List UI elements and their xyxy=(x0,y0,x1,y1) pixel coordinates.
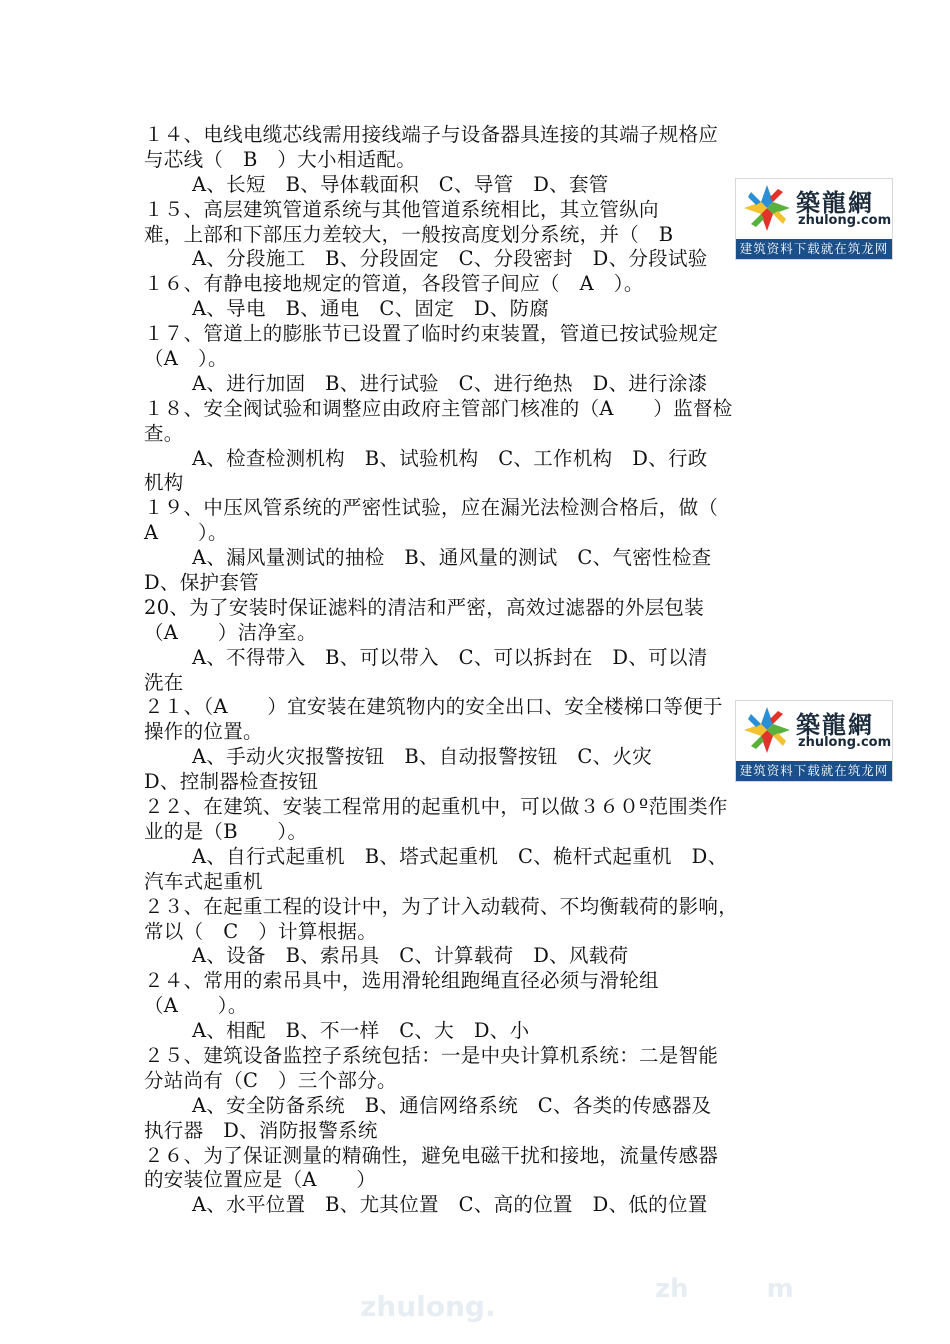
question-text-line: 操作的位置。 xyxy=(144,720,263,744)
answer-options-line: A、手动火灾报警按钮 B、自动报警按钮 C、火灾 xyxy=(192,745,653,769)
zhulong-watermark-stamp xyxy=(735,178,893,260)
question-text-line: 常以（ C ）计算根据。 xyxy=(144,919,378,943)
question-text-line: 执行器 D、消防报警系统 xyxy=(144,1118,378,1142)
answer-options-line: A、导电 B、通电 C、固定 D、防腐 xyxy=(192,297,550,321)
question-text-line: １９、中压风管系统的严密性试验，应在漏光法检测合格后，做（ xyxy=(144,496,719,520)
answer-options-line: A、设备 B、索吊具 C、计算载荷 D、风载荷 xyxy=(192,944,629,968)
watermark-brand-cn: 築龍網 xyxy=(796,188,874,217)
question-text-line: 机构 xyxy=(144,471,184,495)
answer-options-line: A、不得带入 B、可以带入 C、可以拆封在 D、可以清 xyxy=(192,645,708,669)
question-text-line: D、控制器检查按钮 xyxy=(144,770,319,794)
watermark-brand-en: zhulong.com xyxy=(798,213,892,228)
question-text-line: A ）。 xyxy=(144,521,228,545)
answer-options-line: A、漏风量测试的抽检 B、通风量的测试 C、气密性检查 xyxy=(192,546,712,570)
question-text-line: 洗在 xyxy=(144,670,184,694)
question-text-line: 与芯线（ B ）大小相适配。 xyxy=(144,147,417,171)
question-text-line: 业的是（B ）。 xyxy=(144,819,308,843)
question-text-line: １６、有静电接地规定的管道，各段管子间应（ A ）。 xyxy=(144,272,644,296)
question-text-line: （A ）。 xyxy=(144,994,248,1018)
answer-options-line: A、安全防备系统 B、通信网络系统 C、各类的传感器及 xyxy=(192,1093,712,1117)
watermark-tagline: 建筑资料下载就在筑龙网 xyxy=(736,761,892,781)
zhulong-logo-icon xyxy=(742,705,792,755)
answer-options-line: A、检查检测机构 B、试验机构 C、工作机构 D、行政 xyxy=(192,446,708,470)
question-text-line: １７、管道上的膨胀节已设置了临时约束装置，管道已按试验规定 xyxy=(144,322,719,346)
question-text-line: ２１、（A ）宜安装在建筑物内的安全出口、安全楼梯口等便于 xyxy=(144,695,723,719)
question-text-line: ２５、建筑设备监控子系统包括：一是中央计算机系统：二是智能 xyxy=(144,1043,719,1067)
question-text-line: 汽车式起重机 xyxy=(144,869,263,893)
answer-options-line: A、分段施工 B、分段固定 C、分段密封 D、分段试验 xyxy=(192,247,708,271)
zhulong-watermark-stamp xyxy=(735,700,893,782)
answer-options-line: A、水平位置 B、尤其位置 C、高的位置 D、低的位置 xyxy=(192,1193,708,1217)
watermark-brand-en: zhulong.com xyxy=(798,735,892,750)
question-text-line: ２３、在起重工程的设计中，为了计入动载荷、不均衡载荷的影响， xyxy=(144,894,739,918)
question-text-line: 难，上部和下部压力差较大，一般按高度划分系统，并（ B xyxy=(144,222,674,246)
question-text-line: １８、安全阀试验和调整应由政府主管部门核准的（A ）监督检 xyxy=(144,396,733,420)
question-text-line: １４、电线电缆芯线需用接线端子与设备器具连接的其端子规格应 xyxy=(144,123,719,146)
watermark-brand-cn: 築龍網 xyxy=(796,710,874,739)
background-watermark: zh m xyxy=(655,1274,794,1304)
question-text-line: （A ）。 xyxy=(144,347,228,371)
question-text-line: 20、为了安装时保证滤料的清洁和严密，高效过滤器的外层包装 xyxy=(144,595,705,619)
background-watermark: zhulong. xyxy=(360,1290,496,1323)
question-text-line: ２４、常用的索吊具中，选用滑轮组跑绳直径必须与滑轮组 xyxy=(144,969,659,993)
question-text-line: ２２、在建筑、安装工程常用的起重机中，可以做３６０º范围类作 xyxy=(144,795,728,819)
question-text-line: D、保护套管 xyxy=(144,571,259,595)
zhulong-logo-icon xyxy=(742,183,792,233)
answer-options-line: A、进行加固 B、进行试验 C、进行绝热 D、进行涂漆 xyxy=(192,371,708,395)
question-text-line: 查。 xyxy=(144,421,184,445)
question-text-line: （A ）洁净室。 xyxy=(144,620,317,644)
answer-options-line: A、自行式起重机 B、塔式起重机 C、桅杆式起重机 D、 xyxy=(192,844,728,868)
question-text-line: １５、高层建筑管道系统与其他管道系统相比，其立管纵向 xyxy=(144,197,659,221)
question-text-line: 的安装位置应是（A ） xyxy=(144,1168,377,1192)
watermark-tagline: 建筑资料下载就在筑龙网 xyxy=(736,239,892,259)
document-body xyxy=(144,123,824,1218)
answer-options-line: A、长短 B、导体载面积 C、导管 D、套管 xyxy=(192,172,609,196)
question-text-line: ２６、为了保证测量的精确性，避免电磁干扰和接地，流量传感器 xyxy=(144,1143,719,1167)
answer-options-line: A、相配 B、不一样 C、大 D、小 xyxy=(192,1019,530,1043)
question-text-line: 分站尚有（C ）三个部分。 xyxy=(144,1068,397,1092)
